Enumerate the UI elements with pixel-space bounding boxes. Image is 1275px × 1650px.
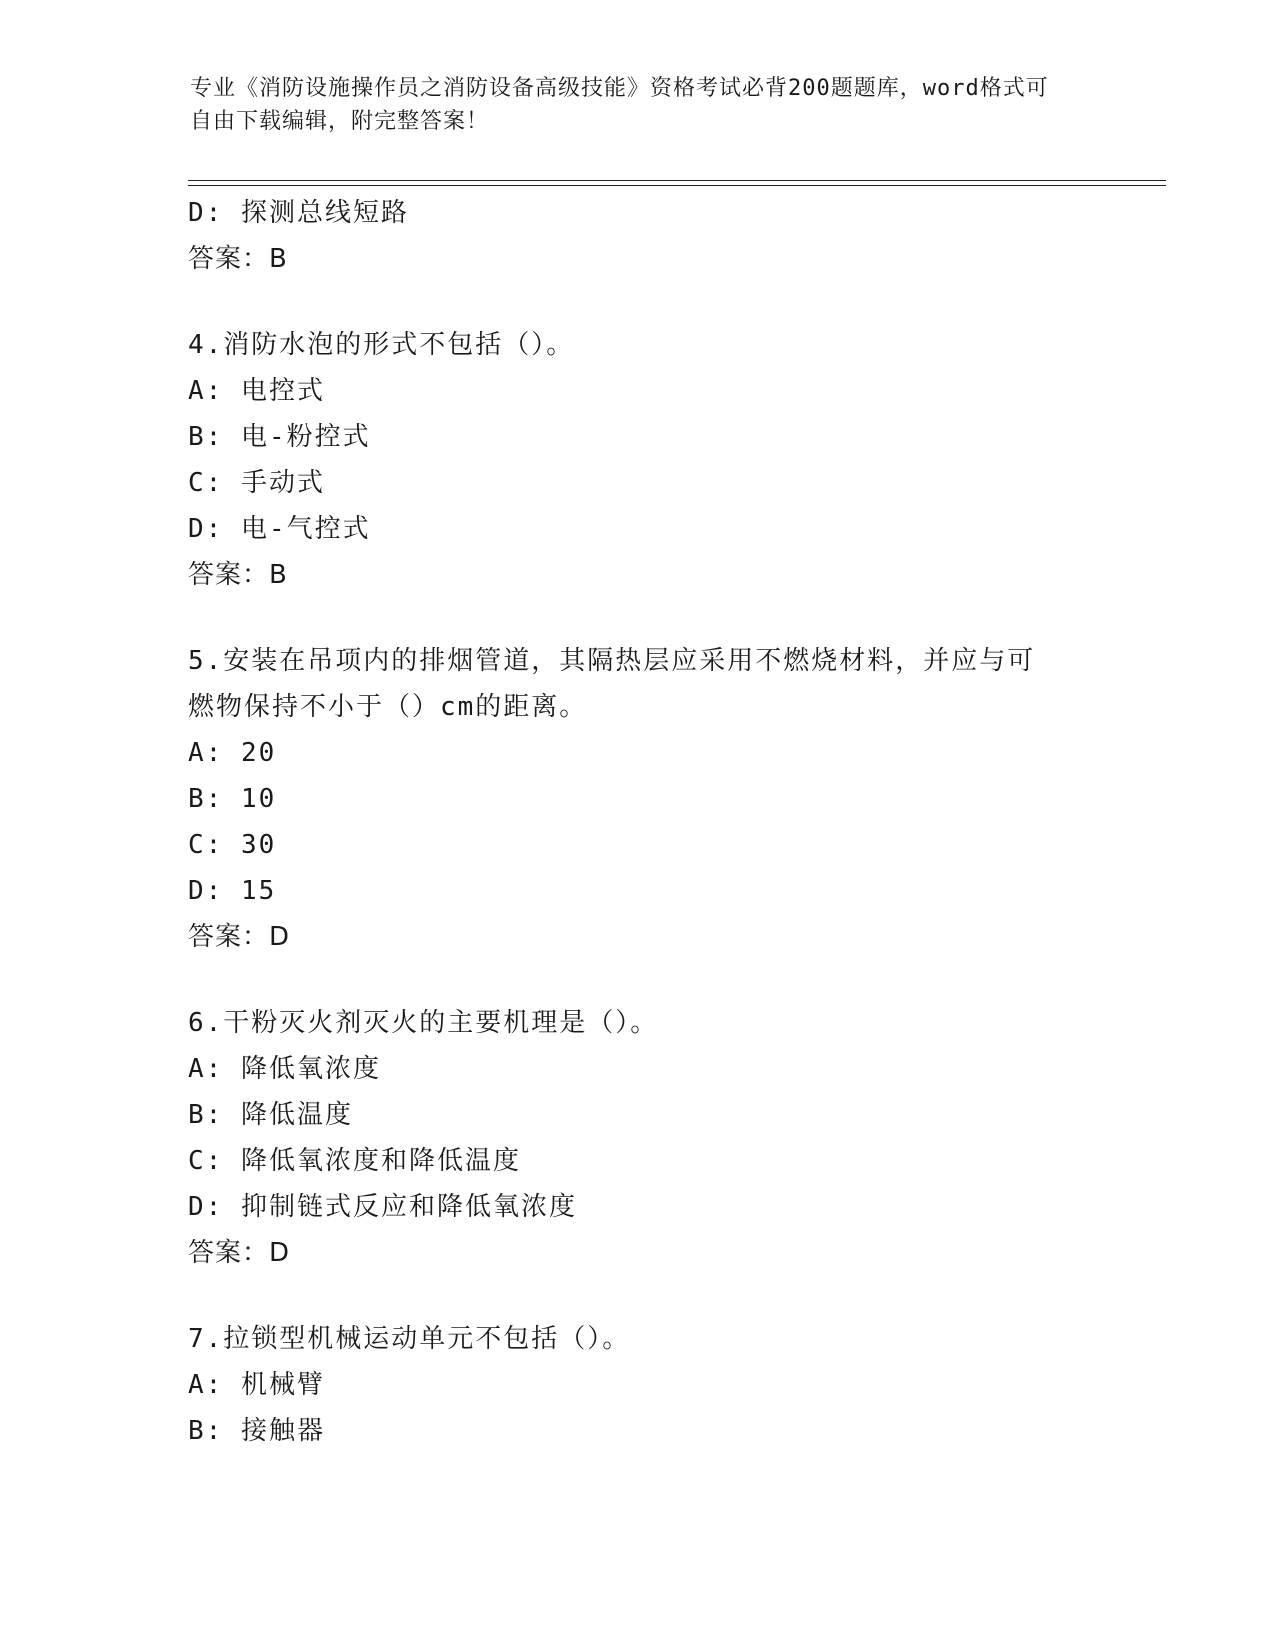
answer: 答案：B [188,244,288,274]
question-stem-line-2: 燃物保持不小于（）cm的距离。 [188,692,588,722]
option-d: D: 电-气控式 [188,514,371,544]
option-a: A: 20 [188,738,277,768]
option-b: B: 10 [188,784,277,814]
answer: 答案：D [188,922,291,952]
option-a: A: 电控式 [188,376,325,406]
option-d: D: 15 [188,876,277,906]
answer: 答案：D [188,1238,291,1268]
option-d: D: 抑制链式反应和降低氧浓度 [188,1192,577,1222]
option-b: B: 接触器 [188,1416,325,1446]
document-header: 专业《消防设施操作员之消防设备高级技能》资格考试必背200题题库，word格式可自由下载编辑，附完整答案！ [190,76,1049,134]
question-3-tail [188,190,1088,282]
option-a: A: 机械臂 [188,1370,325,1400]
option-a: A: 降低氧浓度 [188,1054,381,1084]
question-stem-line-1: 5.安装在吊项内的排烟管道，其隔热层应采用不燃烧材料，并应与可 [188,646,1036,676]
header-divider-bottom [188,185,1166,186]
question-7 [188,1316,1088,1454]
question-stem: 4.消防水泡的形式不包括（）。 [188,330,575,360]
option-c: C: 手动式 [188,468,325,498]
question-list [188,190,1088,1454]
question-6 [188,1000,1088,1276]
question-5 [188,638,1088,960]
question-stem: 6.干粉灭火剂灭火的主要机理是（）。 [188,1008,659,1038]
question-stem: 7.拉锁型机械运动单元不包括（）。 [188,1324,631,1354]
option-d: D: 探测总线短路 [188,198,409,228]
option-c: C: 30 [188,830,277,860]
header-divider-top [188,180,1166,181]
question-4 [188,322,1088,598]
option-c: C: 降低氧浓度和降低温度 [188,1146,521,1176]
option-b: B: 电-粉控式 [188,422,371,452]
answer: 答案：B [188,560,288,590]
option-b: B: 降低温度 [188,1100,353,1130]
